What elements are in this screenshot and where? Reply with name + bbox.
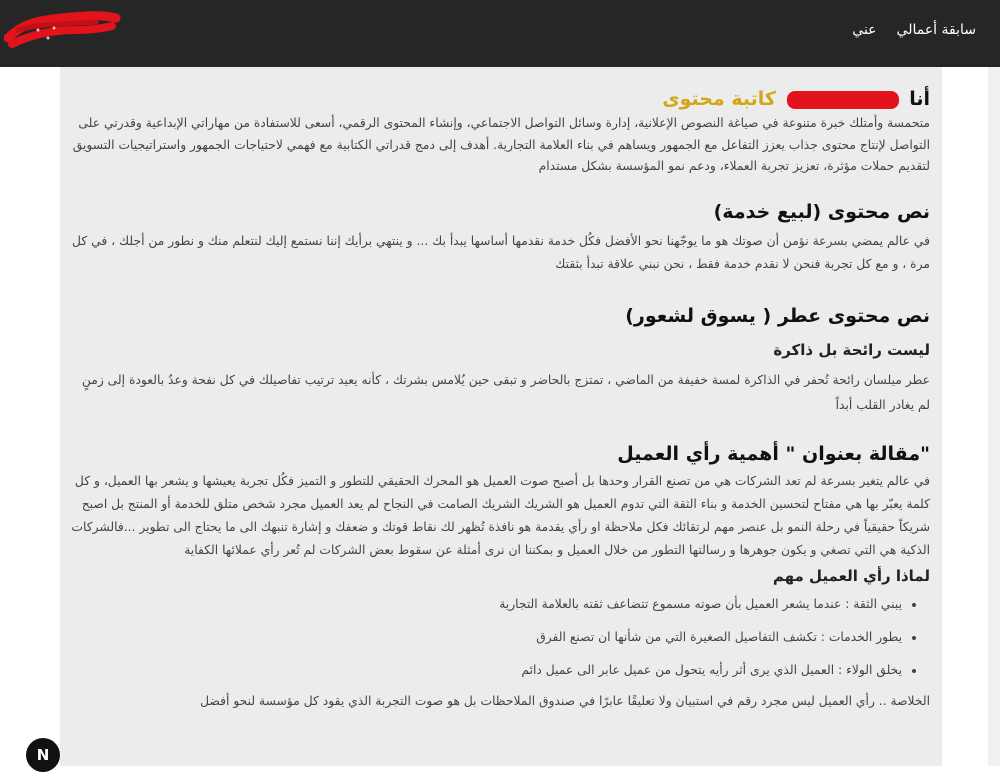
intro-prefix: أنا (909, 88, 930, 110)
redacted-name (787, 91, 899, 109)
section3-conclusion: الخلاصة .. رأي العميل ليس مجرد رقم في استبيان ولا تعليقًا عابرًا في صندوق الملاحظات بل هو صوت التجربة الذي يقود كل مؤسسة لنحو أفضل (200, 693, 930, 708)
main-content (70, 85, 930, 712)
section3-subheading: لماذا رأي العميل مهم (772, 566, 930, 585)
points-list (70, 588, 930, 687)
list-item: • يبني الثقة : عندما يشعر العميل بأن صوته مسموع تتضاعف ثقته بالعلامة التجارية (70, 588, 902, 621)
section2-subtitle: ليست رائحة بل ذاكرة (773, 340, 930, 359)
intro-body: متحمسة وأمتلك خبرة متنوعة في صياغة النصوص الإعلانية، إدارة وسائل التواصل الاجتماعي، وإنشاء المحتوى الرقمي، أسعى للاستفادة من مهاراتي الإبداعية وقدرتي على التواصل لإنتاج محتوى جذاب يعزز التفاعل مع الجمهور ويساهم في بناء العلامة التجارية. أهدف إلى دمج قدراتي الكتابية مع فهمي لاحتياجات الجمهور واستراتيجيات التسويق لتقديم حملات مؤثرة، تعزيز تجربة العملاء، ودعم نمو المؤسسة بشكل مستدام (72, 116, 930, 173)
list-item: • يخلق الولاء : العميل الذي يرى أثر رأيه يتحول من عميل عابر الى عميل دائم (70, 654, 902, 687)
section2-title: نص محتوى عطر ( يسوق لشعور) (625, 304, 930, 327)
section1-title: نص محتوى (لبيع خدمة) (713, 200, 930, 223)
floating-action-button[interactable]: N (26, 738, 60, 772)
intro-heading (70, 85, 930, 113)
section2-body: عطر ميلسان رائحة تُحفر في الذاكرة لمسة خفيفة من الماضي ، تمتزج بالحاضر و تبقى حين يُلامس بشرتك ، كأنه يعيد ترتيب تفاصيلك في كل نفحة وعدٌ بالعودة إلى زمنٍ لم يغادر القلب أبداً (81, 372, 930, 412)
intro-role: كاتبة محتوى (662, 88, 776, 110)
section1-body: في عالم يمضي بسرعة نؤمن أن صوتك هو ما يوجّهنا نحو الأفضل فكُل خدمة نقدمها أساسها يبدأ بك ... و ينتهي برأيك إننا نستمع إليك لنتعلم منك و نطور من أجلك ، في كل مرة ، و مع كل تجربة فنحن لا نقدم خدمة فقط ، نحن نبني علاقة تبدأ بثقتك (72, 233, 930, 271)
logo[interactable] (4, 8, 122, 50)
section3-title: "مقالة بعنوان " أهمية رأي العميل (617, 442, 930, 465)
list-item: • يطور الخدمات : تكشف التفاصيل الصغيرة التي من شأنها ان تصنع الفرق (70, 621, 902, 654)
nav-link-portfolio[interactable]: سابقة أعمالي (896, 22, 976, 38)
scrollbar[interactable] (988, 67, 1000, 766)
nav-link-about[interactable]: عني (852, 22, 877, 38)
top-navbar (0, 0, 1000, 67)
main-nav (852, 22, 976, 38)
section3-body: في عالم يتغير بسرعة لم تعد الشركات هي من تصنع القرار وحدها بل أصبح صوت العميل هو المحرك الحقيقي للتطور و التميز فكُل تجربة يعيشها و يشعر بها العميل، و كل كلمة يعبّر بها هي مفتاح لتحسين الخدمة و بناء الثقة التي تدوم العميل هو الشريك الشريك الصامت في النجاح لم يعد العميل مجرد شخص متلق للخدمة أو المنتج بل اصبح شريكاً حقيقياً في رحلة النمو بل عنصر مهم لرتقائك فكل ملاحظة او رأي يقدمة هو نافذة تُظهر لك نقاط قوتك و ضعفك و إشارة تنبهك الى ما يحتاج الى تطوير ...فالشركات الذكية هي التي تصغي و يكون جوهرها و رسالتها التطور من خلال العميل و بمكننا ان نرى أمثلة عن سقوط بعض الشركات لم تُعر رأي عملائها الكفاية (71, 473, 930, 557)
